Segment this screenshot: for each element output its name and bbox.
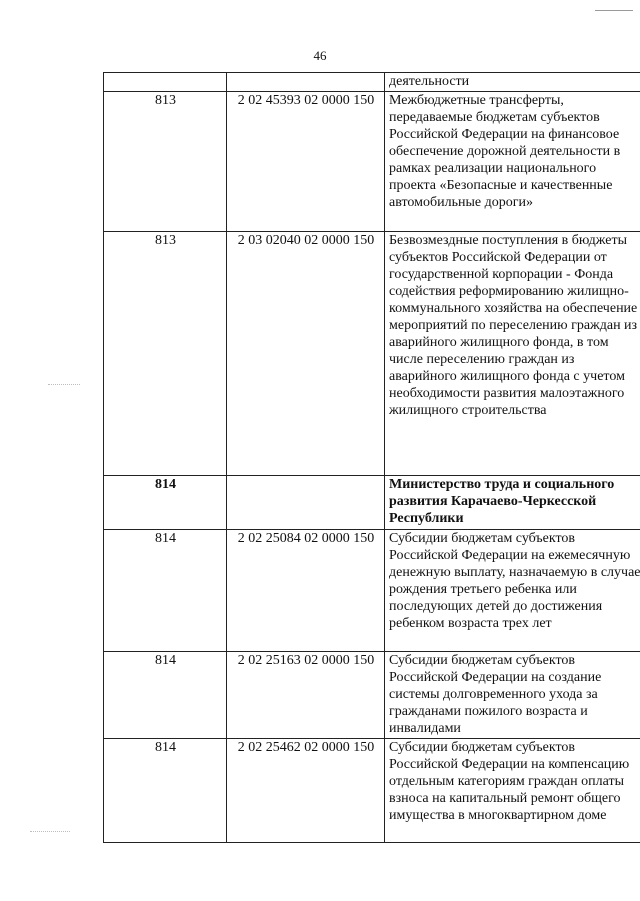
kbk-code-cell: 2 03 02040 02 0000 150 bbox=[227, 232, 385, 476]
table-row-ministry-header bbox=[104, 476, 640, 530]
page-number: 46 bbox=[313, 48, 327, 63]
kbk-code-cell bbox=[227, 476, 385, 530]
table-row bbox=[104, 92, 640, 232]
admin-code-cell: 813 bbox=[104, 92, 227, 232]
admin-code-cell: 814 bbox=[104, 476, 227, 530]
admin-code-cell: 814 bbox=[104, 739, 227, 843]
kbk-code-cell: 2 02 45393 02 0000 150 bbox=[227, 92, 385, 232]
table-row bbox=[104, 530, 640, 652]
revenue-name-cell: Субсидии бюджетам субъектов Российской Федерации на ежемесячную денежную выплату, назначаемую в случае рождения третьего ребенка или последующих детей до достижения ребенком возраста трех лет bbox=[385, 530, 640, 652]
table-row bbox=[104, 232, 640, 476]
revenue-name-cell: деятельности bbox=[385, 73, 640, 92]
admin-code-cell: 813 bbox=[104, 232, 227, 476]
table-row bbox=[104, 73, 640, 92]
table-row bbox=[104, 652, 640, 739]
kbk-code-cell: 2 02 25163 02 0000 150 bbox=[227, 652, 385, 739]
kbk-code-cell: 2 02 25084 02 0000 150 bbox=[227, 530, 385, 652]
kbk-code-cell: 2 02 25462 02 0000 150 bbox=[227, 739, 385, 843]
revenue-name-cell: Субсидии бюджетам субъектов Российской Федерации на создание системы долговременного ухода за гражданами пожилого возраста и инвалидами bbox=[385, 652, 640, 739]
budget-codes-table bbox=[103, 72, 640, 843]
table-body bbox=[104, 73, 640, 843]
scan-edge-mark bbox=[595, 10, 633, 11]
scan-artifact bbox=[30, 831, 70, 833]
admin-code-cell: 814 bbox=[104, 652, 227, 739]
revenue-name-cell: Межбюджетные трансферты, передаваемые бюджетам субъектов Российской Федерации на финансовое обеспечение дорожной деятельности в рамках реализации национального проекта «Безопасные и качественные автомобильные дороги» bbox=[385, 92, 640, 232]
table-row bbox=[104, 739, 640, 843]
scan-artifact bbox=[48, 384, 80, 386]
kbk-code-cell bbox=[227, 73, 385, 92]
revenue-name-cell: Безвозмездные поступления в бюджеты субъектов Российской Федерации от государственной корпорации - Фонда содействия реформированию жилищно-коммунального хозяйства на обеспечение мероприятий по переселению граждан из аварийного жилищного фонда, в том числе переселению граждан из аварийного жилищного фонда с учетом необходимости развития малоэтажного жилищного строительства bbox=[385, 232, 640, 476]
revenue-name-cell: Субсидии бюджетам субъектов Российской Федерации на компенсацию отдельным категориям граждан оплаты взноса на капитальный ремонт общего имущества в многоквартирном доме bbox=[385, 739, 640, 843]
admin-code-cell: 814 bbox=[104, 530, 227, 652]
admin-code-cell bbox=[104, 73, 227, 92]
ministry-name-cell: Министерство труда и социального развития Карачаево-Черкесской Республики bbox=[385, 476, 640, 530]
